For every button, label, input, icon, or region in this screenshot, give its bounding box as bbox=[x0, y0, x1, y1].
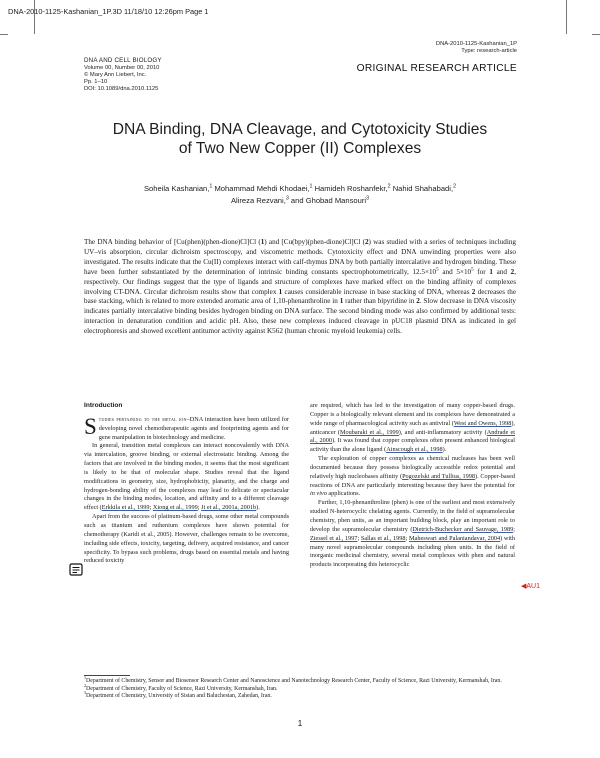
citation-link[interactable]: West and Owens, 1998 bbox=[453, 419, 512, 427]
journal-volume: Volume 00, Number 00, 2010 bbox=[84, 64, 160, 71]
section-heading: Introduction bbox=[84, 402, 123, 409]
body-paragraph-1: are required, which has led to the investigation of many copper-based drugs. Copper is a biologically relevant element and its complexes have demonstrated a wide range of pharmacological activity such as antiviral (West and Owens, 1998), anticancer (Moubaraki et al., 1999), and anti-inflammatory activity (Andrade et al., 2000). It was found that copper complexes often present enhanced biological activity than the alone ligand (Ainscough et al., 1998). bbox=[310, 402, 516, 454]
crop-mark-h-left bbox=[0, 34, 8, 35]
journal-name: DNA AND CELL BIOLOGY bbox=[84, 57, 162, 64]
crop-mark-right bbox=[566, 0, 567, 34]
footnote: $^1$Department of Chemistry, Sensor and Biosensor Research Center and Nanoscience and Nanotechnology Research Center, Faculty of Science, Razi University, Kermanshah, Iran. bbox=[84, 675, 502, 684]
crop-mark-h-right bbox=[592, 34, 600, 35]
citation-link[interactable]: Sallas et al., 1998 bbox=[360, 534, 406, 542]
paper-title bbox=[80, 120, 520, 158]
citation-link[interactable]: Xiong et al., 1999 bbox=[152, 504, 198, 512]
citation-link[interactable]: Pogozelski and Tullius, 1998 bbox=[402, 472, 476, 480]
citation-link[interactable]: Maheswari and Palaniandavar, 2004 bbox=[408, 534, 501, 542]
journal-doi: DOI: 10.1089/dna.2010.1125 bbox=[84, 85, 159, 92]
title-line-2: of Two New Copper (II) Complexes bbox=[178, 140, 422, 157]
intro-paragraph-3: Apart from the success of platinum-based drugs, some other metal compounds such as titanium and ruthenium complexes have shown potential for chemotherapy (Karidi et al., 2005). However, challenges remain to be overcome, including side effects, toxicity, targeting, delivery, acquired resistance, and cancer specificity. To bypass such problems, drugs based on essential metals and having reduced toxicity bbox=[84, 513, 289, 565]
manuscript-type: Type: research-article bbox=[461, 48, 517, 54]
author: Nahid Shahabadi,$^2$ bbox=[392, 183, 457, 193]
drop-cap: S bbox=[84, 413, 97, 439]
article-type: ORIGINAL RESEARCH ARTICLE bbox=[356, 63, 517, 74]
abstract: The DNA binding behavior of [Cu(phen)(phen-dione)Cl]Cl (1) and [Cu(bpy)(phen-dione)Cl]Cl (2) was studied with a series of techniques including UV–vis absorption, circular dichroism spectroscopy, and viscometric methods. Cytotoxicity effect and DNA unwinding properties were also investigated. The results indicate that the Cu(II) complexes interact with calf-thymus DNA by both partially intercalative and hydrogen binding. These have been further substantiated by the determination of intrinsic binding constants spectrophotometrically, $12.5\times 10^5$ and $5\times 10^5$ for 1 and 2, respectively. Our findings suggest that the type of ligands and structure of complexes have marked effect on the binding affinity of complexes involving CT-DNA. Circular dichroism results show that complex 1 causes considerable increase in base stacking of DNA, whereas 2 decreases the base stacking, which is related to more extended aromatic area of 1,10-phenanthroline in 1 rather than bipyridine in 2. Slow decrease in DNA viscosity indicates partially intercalative binding besides hydrogen binding on DNA surface. The second binding mode was also confirmed by additional tests: interaction in denaturation condition and acidic pH. Also, these new complexes induced cleavage in pUC18 plasmid DNA as indicated in gel electrophoresis and showed excellent antitumor activity against K562 (human chronic myeloid leukemia) cells. bbox=[84, 238, 516, 336]
left-column bbox=[84, 402, 289, 566]
citation-link[interactable]: Moubaraki et al., 1999 bbox=[340, 428, 399, 436]
intro-paragraph-1: Studies pertaining to the metal ion–DNA interaction have been utilized for developing novel chemotherapeutic agents and footprinting agents and for gene manipulation in biotechnology and medicine. bbox=[84, 413, 289, 441]
print-slug: DNA-2010-1125-Kashanian_1P.3D 11/18/10 12:26pm Page 1 bbox=[8, 7, 209, 16]
citation-link[interactable]: Dietrich-Buchecker and Sauvage, 1989 bbox=[412, 525, 514, 533]
author: Soheila Kashanian,$^1$ bbox=[143, 183, 213, 193]
citation-link[interactable]: Andrade et al., 2000 bbox=[310, 428, 516, 445]
citation-link[interactable]: Erkkila et al., 1999 bbox=[101, 504, 150, 512]
intro-paragraph-2: In general, transition metal complexes can interact noncovalently with DNA via intercalation, groove binding, or external electrostatic binding. Among the factors that are involved in the binding modes, it seems that the most significant is likely to be that of molecular shape. Studies reveal that the ligand modifications in geometry, size, hydrophobicity, planarity, and the charge and hydrogen-bonding ability of the complexes may lead to delicate or spectacular changes in the binding modes, location, and affinity and to a different cleavage effect (Erkkila et al., 1999; Xiong et al., 1999; Ji et al., 2001a, 2001b). bbox=[84, 442, 289, 512]
author: Hamideh Roshanfekr,$^2$ bbox=[314, 183, 391, 193]
footnote: $^2$Department of Chemistry, Faculty of Science, Razi University, Kermanshah, Iran. bbox=[84, 682, 278, 692]
citation-link[interactable]: Ji et al., 2001a, 2001b bbox=[201, 504, 257, 512]
journal-pages: Pp. 1–10 bbox=[84, 78, 108, 85]
author-list bbox=[90, 183, 510, 206]
citation-link[interactable]: Ziessel et al., 1997 bbox=[310, 534, 358, 542]
crop-mark-left bbox=[34, 0, 35, 34]
footnote: $^3$Department of Chemistry, University of Sistan and Baluchestan, Zahedan, Iran. bbox=[84, 690, 272, 700]
author-query-marker[interactable]: ◀AU1 bbox=[521, 583, 541, 590]
author: Mohammad Mehdi Khodaei,$^1$ bbox=[214, 183, 313, 193]
footnote-divider bbox=[84, 675, 130, 676]
affiliation-footnotes bbox=[84, 675, 516, 701]
body-paragraph-3: Further, 1,10-phenanthroline (phen) is one of the earliest and most extensively studied N-heterocyclic chelating agents. Currently, in the field of supramolecular chemistry, phen units, as an important building block, play an important role to develop the supramolecular chemistry (Dietrich-Buchecker and Sauvage, 1989; Ziessel et al., 1997; Sallas et al., 1998; Maheswari and Palaniandavar, 2004) with many novel supramolecular compounds including phen units. In the field of inorganic medicinal chemistry, several metal complexes with phen and natural products incorporating this heterocyclic bbox=[310, 499, 515, 569]
author: and Ghobad Mansouri$^3$ bbox=[290, 194, 370, 205]
comment-note-icon[interactable] bbox=[69, 563, 83, 577]
right-column bbox=[310, 402, 515, 570]
body-paragraph-2: The exploration of copper complexes as chemical nucleases has been well documented because they possess biologically accessible redox potential and relatively high nucleobases affinity (Pogozelski and Tullius, 1998). Copper-based reactions of DNA are particularly interesting because they have the potential for in vivo applications. bbox=[310, 455, 515, 498]
title-line-1: DNA Binding, DNA Cleavage, and Cytotoxicity Studies bbox=[112, 121, 488, 138]
author: Alireza Rezvani,$^3$ bbox=[230, 194, 289, 205]
manuscript-id: DNA-2010-1125-Kashanian_1P bbox=[435, 41, 517, 47]
page-number: 1 bbox=[297, 719, 303, 728]
citation-link[interactable]: Ainscough et al., 1998 bbox=[386, 446, 443, 454]
journal-publisher: © Mary Ann Liebert, Inc. bbox=[84, 71, 147, 78]
manuscript-info bbox=[436, 41, 517, 55]
journal-info bbox=[84, 58, 162, 93]
